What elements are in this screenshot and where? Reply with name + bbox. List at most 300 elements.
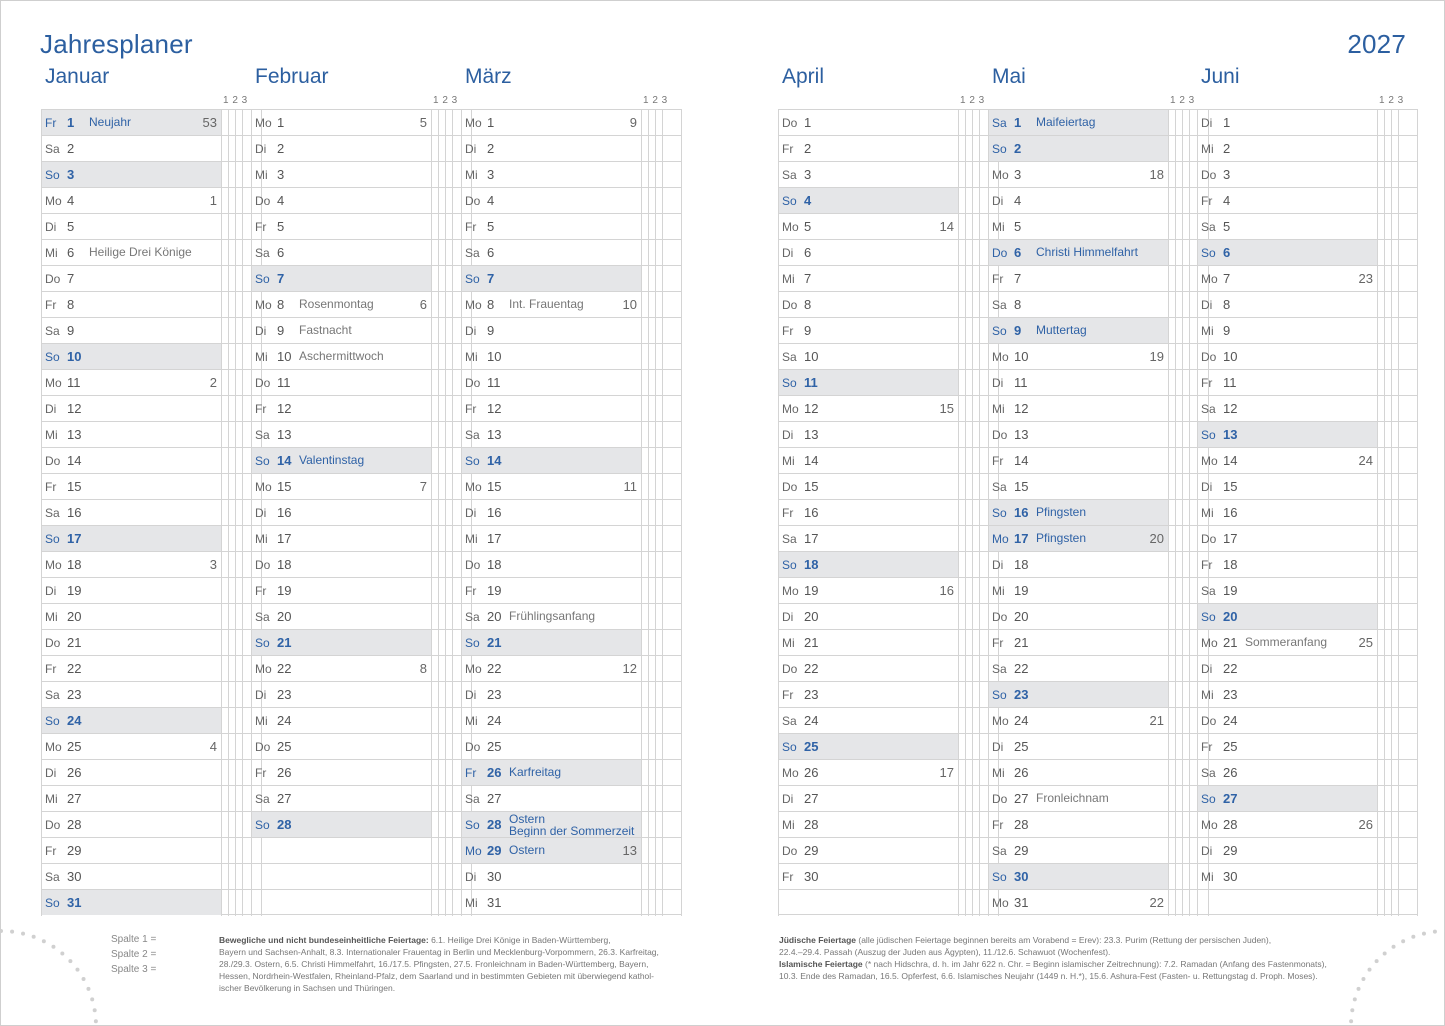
day-cell: [461, 292, 641, 317]
weekday-label: Do: [1201, 714, 1217, 728]
week-number: 14: [939, 219, 954, 234]
day-number: 6: [1223, 245, 1231, 260]
day-number: 7: [804, 271, 812, 286]
weekday-label: Di: [782, 792, 794, 806]
weekday-label: Di: [1201, 480, 1213, 494]
week-number: 26: [1358, 817, 1373, 832]
day-number: 27: [1223, 791, 1238, 806]
day-number: 25: [1223, 739, 1238, 754]
grid-divider: [1391, 109, 1392, 916]
day-number: 2: [277, 141, 285, 156]
day-cell: [251, 266, 431, 291]
weekday-label: So: [255, 454, 270, 468]
week-number: 20: [1149, 531, 1164, 546]
day-number: 26: [1223, 765, 1238, 780]
decorative-dot: [1375, 959, 1379, 963]
weekday-label: Do: [465, 376, 481, 390]
day-cell: [461, 786, 641, 811]
day-number: 3: [67, 167, 75, 182]
weekday-label: Fr: [45, 480, 57, 494]
day-number: 9: [487, 323, 495, 338]
day-number: 12: [487, 401, 502, 416]
weekday-label: Di: [45, 766, 57, 780]
day-cell: [1197, 188, 1377, 213]
weekday-label: Sa: [255, 792, 270, 806]
day-cell: [41, 708, 221, 733]
decorative-dot: [1350, 1008, 1354, 1012]
day-number: 23: [277, 687, 292, 702]
day-cell: [41, 474, 221, 499]
day-cell: [1197, 708, 1377, 733]
day-cell: [1197, 734, 1377, 759]
day-number: 19: [804, 583, 819, 598]
day-number: 28: [804, 817, 819, 832]
weekday-label: Di: [992, 194, 1004, 208]
day-cell: [41, 578, 221, 603]
footer-left-line-1: 6.1. Heilige Drei Könige in Baden-Württemberg,: [428, 935, 611, 945]
day-number: 23: [804, 687, 819, 702]
weekday-label: So: [255, 272, 270, 286]
weekday-label: Sa: [45, 142, 60, 156]
week-number: 23: [1358, 271, 1373, 286]
weekday-label: Sa: [992, 662, 1007, 676]
week-number: 24: [1358, 453, 1373, 468]
day-number: 14: [487, 453, 502, 468]
weekday-label: Fr: [1201, 194, 1213, 208]
week-number: 13: [622, 843, 637, 858]
day-cell: [988, 422, 1168, 447]
grid-divider: [655, 109, 656, 916]
weekday-label: So: [1201, 428, 1216, 442]
footer-right-heading-1: Jüdische Feiertage: [779, 935, 857, 945]
day-number: 12: [1223, 401, 1238, 416]
day-cell: [778, 318, 958, 343]
weekday-label: Di: [465, 142, 477, 156]
day-number: 4: [277, 193, 285, 208]
holiday-name: Muttertag: [1036, 323, 1087, 337]
day-cell: [251, 578, 431, 603]
day-cell: [41, 500, 221, 525]
weekday-label: So: [45, 532, 60, 546]
spalte-label-2: Spalte 2 =: [111, 949, 157, 960]
week-number: 15: [939, 401, 954, 416]
day-cell: [778, 786, 958, 811]
decorative-dot: [1433, 930, 1437, 934]
day-cell: [1197, 448, 1377, 473]
day-number: 17: [487, 531, 502, 546]
day-number: 6: [804, 245, 812, 260]
grid-divider: [445, 109, 446, 916]
day-number: 31: [67, 895, 82, 910]
day-number: 13: [487, 427, 502, 442]
page-title: Jahresplaner: [40, 29, 193, 59]
weekday-label: Mi: [465, 532, 478, 546]
weekday-label: Mo: [782, 766, 799, 780]
day-cell: [1197, 422, 1377, 447]
footer-right-heading-2: Islamische Feiertage: [779, 959, 863, 969]
day-cell: [41, 526, 221, 551]
day-cell: [41, 136, 221, 161]
day-cell: [778, 812, 958, 837]
day-cell: [778, 656, 958, 681]
day-cell: [251, 682, 431, 707]
week-number: 12: [622, 661, 637, 676]
day-number: 2: [67, 141, 75, 156]
day-number: 21: [277, 635, 292, 650]
decorative-dot: [82, 977, 86, 981]
weekday-label: Do: [782, 844, 798, 858]
day-number: 10: [1223, 349, 1238, 364]
day-cell: [461, 318, 641, 343]
weekday-label: Mi: [255, 350, 268, 364]
day-cell: [1197, 786, 1377, 811]
grid-divider: [641, 109, 642, 916]
weekday-label: Fr: [782, 324, 794, 338]
decorative-dots-right-icon: [1336, 916, 1445, 1026]
day-number: 18: [277, 557, 292, 572]
weekday-label: Mi: [255, 714, 268, 728]
week-number: 7: [419, 479, 427, 494]
day-cell: [41, 864, 221, 889]
day-number: 1: [804, 115, 812, 130]
grid-divider: [1384, 109, 1385, 916]
day-number: 2: [487, 141, 495, 156]
day-cell: [778, 266, 958, 291]
weekday-label: Fr: [782, 506, 794, 520]
weekday-label: Mi: [782, 272, 795, 286]
day-number: 22: [487, 661, 502, 676]
weekday-label: Do: [255, 194, 271, 208]
day-cell: [778, 214, 958, 239]
day-number: 15: [487, 479, 502, 494]
decorative-dot: [42, 939, 46, 943]
weekday-label: Mi: [1201, 142, 1214, 156]
day-cell: [251, 708, 431, 733]
grid-divider: [988, 109, 989, 916]
day-number: 29: [487, 843, 502, 858]
day-cell: [461, 240, 641, 265]
weekday-label: Mo: [992, 350, 1009, 364]
weekday-label: Do: [1201, 168, 1217, 182]
day-cell: [778, 240, 958, 265]
day-number: 9: [1223, 323, 1231, 338]
spalte-label-3: Spalte 3 =: [111, 964, 157, 975]
weekday-label: Fr: [465, 402, 477, 416]
day-cell: [988, 630, 1168, 655]
day-cell: [461, 890, 641, 915]
weekday-label: Di: [1201, 662, 1213, 676]
day-cell: [778, 526, 958, 551]
weekday-label: Fr: [992, 454, 1004, 468]
holiday-name: Int. Frauentag: [509, 297, 584, 311]
weekday-label: Do: [465, 740, 481, 754]
day-cell: [41, 552, 221, 577]
day-cell: [988, 188, 1168, 213]
day-cell: [461, 214, 641, 239]
day-cell: [988, 578, 1168, 603]
day-number: 28: [1223, 817, 1238, 832]
weekday-label: So: [45, 350, 60, 364]
day-number: 22: [67, 661, 82, 676]
day-number: 5: [277, 219, 285, 234]
day-cell: [1197, 240, 1377, 265]
weekday-label: So: [465, 818, 480, 832]
day-number: 10: [67, 349, 82, 364]
day-number: 30: [1223, 869, 1238, 884]
holiday-label: [1036, 532, 1086, 544]
day-cell: [1197, 344, 1377, 369]
weekday-label: Do: [992, 246, 1008, 260]
week-number: 3: [209, 557, 217, 572]
day-number: 6: [277, 245, 285, 260]
day-number: 3: [1014, 167, 1022, 182]
day-cell: [41, 396, 221, 421]
weekday-label: Mo: [782, 402, 799, 416]
day-number: 8: [487, 297, 495, 312]
day-cell: [988, 656, 1168, 681]
day-number: 16: [487, 505, 502, 520]
grid-divider: [1398, 109, 1399, 916]
weekday-label: Di: [255, 324, 267, 338]
weekday-label: Di: [45, 402, 57, 416]
day-number: 25: [804, 739, 819, 754]
weekday-label: Do: [255, 740, 271, 754]
day-number: 20: [804, 609, 819, 624]
weekday-label: Do: [782, 480, 798, 494]
weekday-label: Fr: [465, 766, 477, 780]
holiday-label: [509, 766, 561, 778]
weekday-label: Sa: [1201, 766, 1216, 780]
weekday-label: Mo: [465, 116, 482, 130]
holiday-label: [509, 844, 545, 856]
footer-left-line-2: Bayern und Sachsen-Anhalt, 8.3. Internationaler Frauentag in Berlin und Mecklenburg-Vorpommern, 26.3. Karfreitag,: [219, 947, 659, 957]
day-number: 1: [1223, 115, 1231, 130]
day-cell: [988, 708, 1168, 733]
weekday-label: Mi: [1201, 870, 1214, 884]
day-cell: [778, 630, 958, 655]
day-cell: [461, 630, 641, 655]
day-number: 7: [487, 271, 495, 286]
day-number: 7: [277, 271, 285, 286]
weekday-label: Fr: [255, 402, 267, 416]
day-number: 3: [277, 167, 285, 182]
day-cell: [251, 318, 431, 343]
holiday-label: [509, 610, 595, 622]
footer-left-heading: Bewegliche und nicht bundeseinheitliche Feiertage:: [219, 935, 429, 945]
day-number: 24: [277, 713, 292, 728]
day-cell: [988, 786, 1168, 811]
weekday-label: Mi: [465, 896, 478, 910]
weekday-label: Fr: [45, 116, 57, 130]
decorative-dot: [1353, 997, 1357, 1001]
day-number: 22: [804, 661, 819, 676]
day-cell: [251, 188, 431, 213]
day-cell: [251, 136, 431, 161]
day-cell: [41, 188, 221, 213]
day-number: 1: [1014, 115, 1022, 130]
weekday-label: Fr: [782, 688, 794, 702]
day-cell: [461, 266, 641, 291]
day-number: 12: [1014, 401, 1029, 416]
day-cell: [461, 578, 641, 603]
day-number: 21: [67, 635, 82, 650]
day-number: 15: [804, 479, 819, 494]
weekday-label: Mi: [465, 350, 478, 364]
decorative-dots-left-icon: [1, 916, 111, 1026]
day-cell: [461, 500, 641, 525]
day-cell: [461, 448, 641, 473]
weekday-label: Di: [782, 610, 794, 624]
holiday-name: Sommeranfang: [1245, 635, 1328, 649]
footer-right-line-4: 10.3. Ende des Ramadan, 16.5. Opferfest, 6.6. Islamisches Neujahr (1449 n. H.*), 15.6. Ashura-Fest (Fasten- u. Rettungstag d. Proph. Moses).: [779, 971, 1318, 981]
day-number: 28: [277, 817, 292, 832]
day-cell: [988, 370, 1168, 395]
day-number: 28: [67, 817, 82, 832]
weekday-label: Sa: [255, 246, 270, 260]
day-cell: [1197, 318, 1377, 343]
grid-divider: [242, 109, 243, 916]
day-cell: [251, 448, 431, 473]
day-cell: [251, 344, 431, 369]
day-number: 24: [67, 713, 82, 728]
weekday-label: Mo: [992, 714, 1009, 728]
week-number: 6: [419, 297, 427, 312]
weekday-label: So: [782, 376, 797, 390]
weekday-label: Do: [992, 792, 1008, 806]
notes-columns-header: 1 2 3: [1379, 95, 1404, 106]
weekday-label: Mo: [465, 844, 482, 858]
decorative-dot: [1401, 939, 1405, 943]
day-number: 2: [804, 141, 812, 156]
day-number: 26: [1014, 765, 1029, 780]
weekday-label: Fr: [255, 584, 267, 598]
day-number: 8: [804, 297, 812, 312]
weekday-label: So: [465, 272, 480, 286]
weekday-label: Do: [45, 454, 61, 468]
weekday-label: Sa: [45, 688, 60, 702]
day-number: 23: [1223, 687, 1238, 702]
month-name: März: [465, 65, 512, 88]
holiday-label: [89, 246, 192, 258]
holiday-name: Aschermittwoch: [299, 349, 384, 363]
weekday-label: Di: [992, 376, 1004, 390]
day-cell: [778, 136, 958, 161]
weekday-label: Di: [465, 870, 477, 884]
weekday-label: Mo: [1201, 272, 1218, 286]
day-number: 15: [277, 479, 292, 494]
weekday-label: So: [45, 714, 60, 728]
weekday-label: Fr: [1201, 376, 1213, 390]
day-number: 8: [1223, 297, 1231, 312]
day-cell: [988, 162, 1168, 187]
day-number: 20: [277, 609, 292, 624]
weekday-label: Mi: [992, 766, 1005, 780]
week-number: 16: [939, 583, 954, 598]
decorative-dot: [1392, 945, 1396, 949]
weekday-label: Sa: [45, 506, 60, 520]
weekday-label: Mi: [1201, 506, 1214, 520]
weekday-label: Do: [45, 272, 61, 286]
weekday-label: So: [1201, 610, 1216, 624]
holiday-label: [89, 116, 131, 128]
weekday-label: Mi: [992, 402, 1005, 416]
day-cell: [988, 682, 1168, 707]
day-cell: [1197, 838, 1377, 863]
weekday-label: Fr: [782, 142, 794, 156]
weekday-label: Sa: [1201, 402, 1216, 416]
day-cell: [461, 552, 641, 577]
decorative-dot: [1357, 987, 1361, 991]
decorative-dot: [1368, 968, 1372, 972]
day-cell: [251, 786, 431, 811]
notes-columns-header: 1 2 3: [960, 95, 985, 106]
weekday-label: Do: [992, 610, 1008, 624]
grid-divider: [1168, 109, 1169, 916]
grid-divider: [438, 109, 439, 916]
weekday-label: Sa: [782, 350, 797, 364]
day-cell: [1197, 812, 1377, 837]
weekday-label: So: [992, 688, 1007, 702]
grid-divider: [452, 109, 453, 916]
day-number: 1: [487, 115, 495, 130]
weekday-label: Di: [992, 558, 1004, 572]
holiday-name: Ostern: [509, 812, 546, 826]
weekday-label: Fr: [45, 844, 57, 858]
weekday-label: Do: [45, 636, 61, 650]
weekday-label: Do: [782, 662, 798, 676]
footer-right-line-1: (alle jüdischen Feiertage beginnen bereits am Vorabend = Erev): 23.3. Purim (Rettung der persischen Juden),: [856, 935, 1272, 945]
day-number: 20: [1014, 609, 1029, 624]
month-name: Juni: [1201, 65, 1240, 88]
decorative-dot: [68, 959, 72, 963]
day-number: 16: [1014, 505, 1029, 520]
day-cell: [988, 136, 1168, 161]
weekday-label: Mo: [1201, 818, 1218, 832]
weekday-label: Sa: [992, 844, 1007, 858]
day-cell: [988, 448, 1168, 473]
day-cell: [461, 708, 641, 733]
day-cell: [461, 422, 641, 447]
day-cell: [251, 656, 431, 681]
weekday-label: Mo: [45, 558, 62, 572]
day-cell: [41, 162, 221, 187]
weekday-label: So: [465, 454, 480, 468]
day-number: 21: [1223, 635, 1238, 650]
day-number: 26: [67, 765, 82, 780]
day-number: 30: [67, 869, 82, 884]
decorative-dot: [86, 987, 90, 991]
day-cell: [461, 344, 641, 369]
day-number: 13: [1014, 427, 1029, 442]
notes-columns-header: 1 2 3: [433, 95, 458, 106]
day-cell: [988, 864, 1168, 889]
day-cell: [988, 890, 1168, 915]
day-number: 24: [487, 713, 502, 728]
holiday-label: [1036, 506, 1086, 518]
holiday-label: [509, 298, 584, 310]
day-number: 8: [1014, 297, 1022, 312]
day-number: 4: [1223, 193, 1231, 208]
day-cell: [251, 760, 431, 785]
day-cell: [778, 500, 958, 525]
spalte-label-1: Spalte 1 =: [111, 934, 157, 945]
weekday-label: Sa: [1201, 584, 1216, 598]
day-number: 26: [804, 765, 819, 780]
week-number: 25: [1358, 635, 1373, 650]
weekday-label: Mi: [1201, 688, 1214, 702]
weekday-label: Di: [45, 584, 57, 598]
weekday-label: Sa: [992, 480, 1007, 494]
